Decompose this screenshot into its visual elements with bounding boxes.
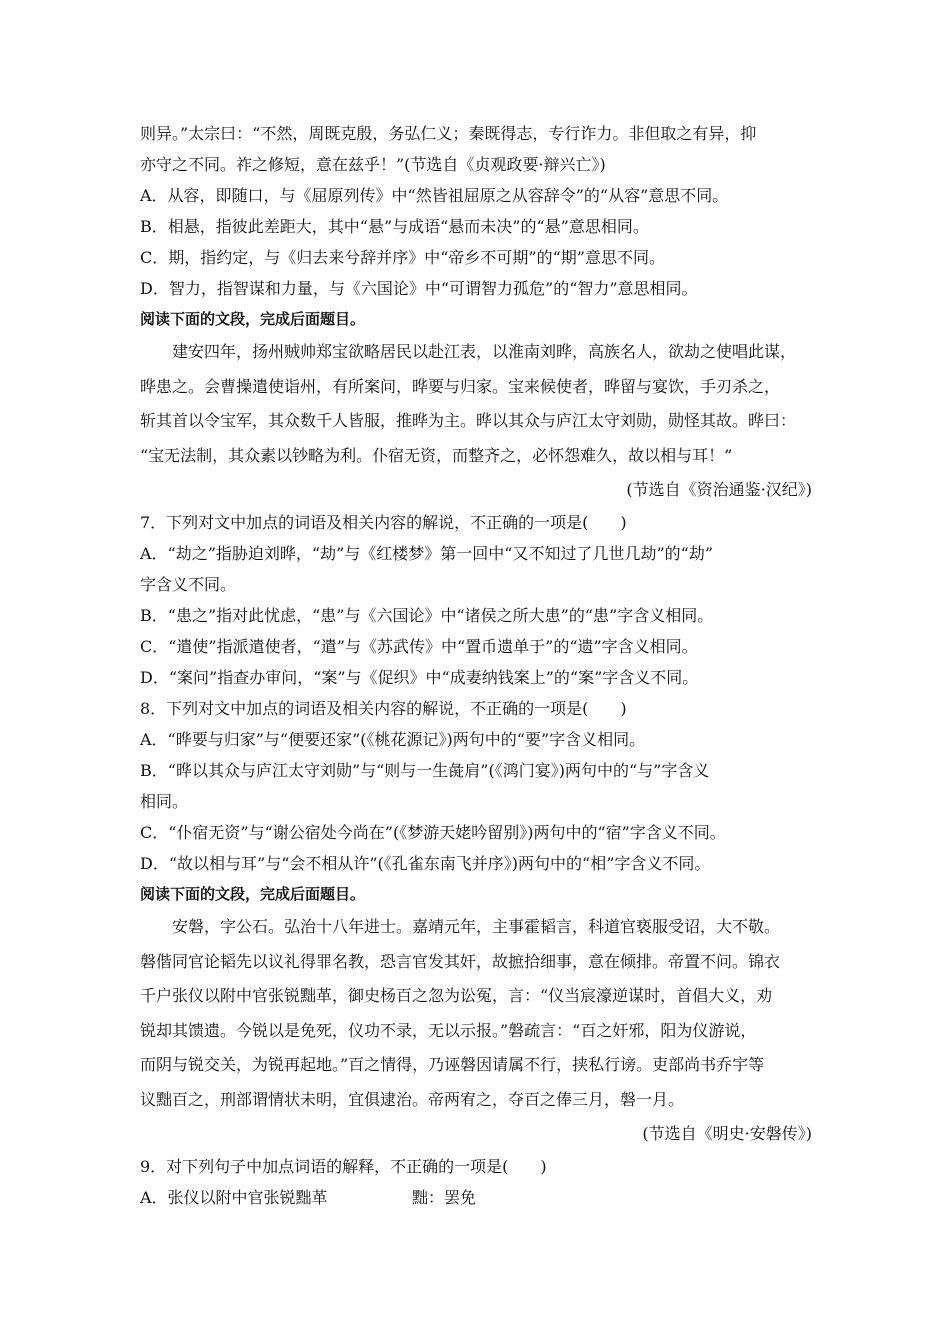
- passage-line: “宝无法制，其众素以钞略为利。仆宿无资，而整齐之，必怀怨难久，故以相与耳！”: [140, 445, 733, 465]
- passage-line: 磐偕同官论韬先以议礼得罪名教，恐言官发其奸，故摭拾细事，意在倾排。帝置不问。锦衣: [140, 951, 781, 971]
- passage-line: 议黜百之，刑部谓情状未明，宜俱逮治。帝两宥之，夺百之俸三月，磐一月。: [140, 1089, 685, 1109]
- option-c: C．期，指约定，与《归去来兮辞并序》中“帝乡不可期”的“期”意思不同。: [140, 248, 665, 267]
- passage-source: (节选自《明史·安磐传》): [642, 1124, 812, 1143]
- passage-line: 晔患之。会曹操遣使诣州，有所案问，晔要与归家。宝来候使者，晔留与宴饮，手刃杀之，: [140, 376, 781, 396]
- top-passage: [140, 118, 812, 180]
- option-d: D．“案问”指查办审问，“案”与《促织》中“成妻纳钱案上”的“案”字含义不同。: [140, 668, 699, 687]
- option-a: A．从容，即随口，与《屈原列传》中“然皆祖屈原之从容辞令”的“从容”意思不同。: [140, 186, 729, 205]
- section-2: [140, 879, 812, 1151]
- option-a-continued: 字含义不同。: [140, 575, 237, 594]
- question-stem: 7．下列对文中加点的词语及相关内容的解说，不正确的一项是( ): [140, 513, 627, 532]
- option-c: C．“遣使”指派遣使者，“遣”与《苏武传》中“置币遗单于”的“遗”字含义相同。: [140, 637, 698, 656]
- question-9: [140, 1151, 812, 1213]
- question-8: [140, 693, 812, 879]
- option-a-gloss: 黜：罢免: [412, 1188, 477, 1207]
- section-1-passage: [140, 335, 812, 473]
- passage-line: 亦守之不同。祚之修短，意在兹乎！”(节选自《贞观政要·辩兴亡》): [140, 155, 606, 174]
- section-1: [140, 304, 812, 507]
- document-page: [140, 118, 812, 1213]
- option-b-continued: 相同。: [140, 792, 189, 811]
- section-heading: 阅读下面的文段，完成后面题目。: [140, 310, 366, 328]
- option-c: C．“仆宿无资”与“谢公宿处今尚在”(《梦游天姥吟留别》)两句中的“宿”字含义不同。: [140, 823, 726, 842]
- option-b: B．“晔以其众与庐江太守刘勋”与“则与一生彘肩”(《鸿门宴》)两句中的“与”字含义: [140, 761, 710, 780]
- section-heading: 阅读下面的文段，完成后面题目。: [140, 885, 366, 903]
- option-b: B．“患之”指对此忧虑，“患”与《六国论》中“诸侯之所大患”的“患”字含义相同。: [140, 606, 714, 625]
- top-options: [140, 180, 812, 304]
- passage-source: (节选自《资治通鉴·汉纪》): [626, 480, 812, 499]
- option-b: B．相悬，指彼此差距大，其中“悬”与成语“悬而未决”的“悬”意思相同。: [140, 217, 649, 236]
- option-a: A．“劫之”指胁迫刘晔，“劫”与《红楼梦》第一回中“又不知过了几世几劫”的“劫”: [140, 544, 713, 563]
- option-a: [140, 1182, 812, 1213]
- passage-line: 而阴与锐交关，为锐再起地。”百之情得，乃诬磐因请属不行，挟私行谤。吏部尚书乔宇等: [140, 1055, 765, 1074]
- passage-line: 建安四年，扬州贼帅郑宝欲略居民以赴江表，以淮南刘晔，高族名人，欲劫之使唱此谋，: [172, 342, 797, 361]
- passage-line: 斩其首以令宝军，其众数千人皆服，推晔为主。晔以其众与庐江太守刘勋，勋怪其故。晔曰：: [140, 411, 797, 430]
- passage-line: 则异。”太宗曰：“不然，周既克殷，务弘仁义；秦既得志，专行诈力。非但取之有异，抑: [140, 124, 757, 143]
- passage-line: 安磐，字公石。弘治十八年进士。嘉靖元年，主事霍韬言，科道官亵服受诏，大不敬。: [172, 917, 781, 936]
- passage-line: 锐却其馈遗。今锐以是免死，仪功不录，无以示报。”磐疏言：“百之奸邪，阳为仪游说，: [140, 1020, 757, 1040]
- option-a: A．“晔要与归家”与“便要还家”(《桃花源记》)两句中的“要”字含义相同。: [140, 730, 646, 749]
- option-d: D．“故以相与耳”与“会不相从许”(《孔雀东南飞并序》)两句中的“相”字含义不同。: [140, 854, 711, 873]
- question-stem: 8．下列对文中加点的词语及相关内容的解说，不正确的一项是( ): [140, 699, 627, 718]
- option-d: D．智力，指智谋和力量，与《六国论》中“可谓智力孤危”的“智力”意思相同。: [140, 279, 698, 298]
- passage-line: 千户张仪以附中官张锐黜革，御史杨百之忽为讼冤，言：“仪当宸濠逆谋时，首倡大义，劝: [140, 986, 773, 1005]
- option-a-sentence: A．张仪以附中官张锐黜革: [140, 1188, 328, 1207]
- question-7: [140, 507, 812, 693]
- section-2-passage: [140, 910, 812, 1117]
- question-stem: 9．对下列句子中加点词语的解释，不正确的一项是( ): [140, 1157, 547, 1176]
